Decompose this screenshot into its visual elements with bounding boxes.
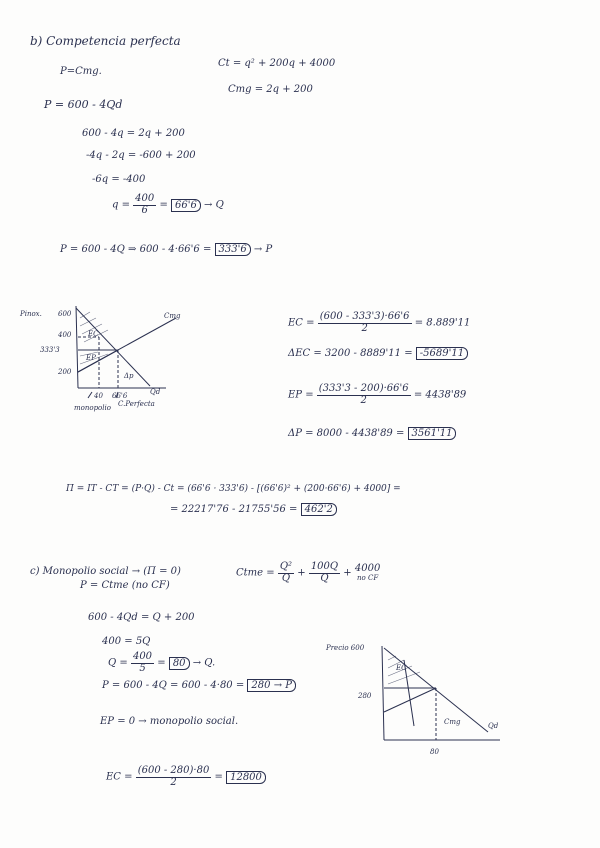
ctme-lhs: Ctme = [236,567,275,579]
ep-lhs: EP = [288,389,314,401]
ec-den: 2 [361,322,368,334]
ctme-plus-2: + [343,567,352,579]
graph2-x-80: 80 [430,748,439,756]
graph1-x-perfecta: C.Perfecta [118,400,155,408]
c-price-value: 280 → P [247,679,296,692]
q-lhs: q = [112,199,130,211]
price-value: 333'6 [215,243,251,256]
delta-ec-value: -5689'11 [416,347,468,360]
ec-lhs: EC = [288,317,315,329]
graph1-y-400: 400 [58,331,72,339]
cost-function: Ct = q² + 200q + 4000 [218,58,336,69]
marginal-cost-function: Cmg = 2q + 200 [228,84,313,95]
c-q-arrow: → Q. [192,657,216,669]
demand-function: P = 600 - 4Qd [44,98,123,111]
ep-value: = 4438'89 [413,389,467,401]
ctme-n1: Q² [279,561,293,572]
graph2-cmg-label: Cmg [444,718,461,726]
q-num: 400 [135,193,155,204]
c-equation-2: 400 = 5Q [102,636,151,647]
q-arrow: → Q [204,199,224,211]
c-ec-lhs: EC = [106,771,133,783]
ec-num: (600 - 333'3)·66'6 [319,311,410,322]
c-ec-den: 2 [170,776,177,788]
q-den: 6 [141,204,148,216]
price-arrow: → P [253,244,273,255]
delta-ec-lhs: ΔEC = 3200 - 8889'11 = [288,348,413,359]
profit-value: 462'2 [301,503,337,516]
ctme-d1: Q [281,572,291,584]
p-eq-cmg: P=Cmg. [60,66,102,77]
profit-line-1: Π = IT - CT = (P·Q) - Ct = (66'6 · 333'6) - [(66'6)² + (200·66'6) + 4000] = [66,484,401,494]
graph1-ep-label: EP [86,354,96,362]
c-ep-line: EP = 0 → monopolio social. [100,716,239,727]
c-q-lhs: Q = [108,657,128,669]
graph1-ap-label: Δp [124,372,134,380]
graph1-x-666: 66'6 [112,392,128,400]
graph1-cmg-label: Cmg [164,312,181,320]
graph1-x-monopolio: monopolio [74,404,111,412]
delta-p-lhs: ΔP = 8000 - 4438'89 = [288,428,405,439]
c-equation-1: 600 - 4Qd = Q + 200 [88,612,195,623]
c-q-equals: = [157,657,166,669]
section-b-title: b) Competencia perfecta [30,34,181,48]
equation-3: -6q = -400 [92,174,146,185]
c-ec-num: (600 - 280)·80 [137,765,210,776]
c-ec-equals: = [214,771,223,783]
equation-1: 600 - 4q = 2q + 200 [82,128,185,139]
ep-num: (333'3 - 200)·66'6 [318,383,409,394]
profit-lhs: = 22217'76 - 21755'56 = [170,504,298,515]
section-c-title: c) Monopolio social → (Π = 0) [30,566,181,577]
p-ctme: P = Ctme (no CF) [80,580,170,591]
graph1-qd-label: Qd [150,388,161,396]
c-price-lhs: P = 600 - 4Q = 600 - 4·80 = [102,680,245,691]
ctme-n3: 4000 [354,563,381,575]
graph2-ec-label: EC [396,664,407,672]
ctme-plus-1: + [297,567,306,579]
c-q-value: 80 [169,657,190,670]
c-q-num: 400 [132,651,153,662]
graph2-y-axis [382,646,384,740]
graph1-ec-label: EC [88,330,99,338]
q-value: 66'6 [171,199,201,212]
graph1-y-333: 333'3 [40,346,60,354]
graph1-y-600: 600 [58,310,72,318]
ctme-d2: Q [320,572,329,584]
graph1-y-200: 200 [58,368,72,376]
c-q-den: 5 [139,662,146,674]
price-expression: P = 600 - 4Q ⇒ 600 - 4·66'6 = [60,244,212,255]
graph1-y-label: Pinox. [20,310,42,318]
c-ec-value: 12800 [226,771,266,784]
ec-value: = 8.889'11 [414,317,471,329]
graph2-y-label: Precio 600 [326,644,365,652]
ctme-note: no CF [357,573,379,582]
delta-p-value: 3561'11 [408,427,457,440]
q-equals: = [159,199,168,211]
graph2-y-280: 280 [358,692,372,700]
graph2-qd-label: Qd [488,722,499,730]
ep-den: 2 [360,394,367,406]
ctme-n2: 100Q [310,561,339,572]
equation-2: -4q - 2q = -600 + 200 [86,150,196,161]
graph1-x-40: 40 [94,392,103,400]
